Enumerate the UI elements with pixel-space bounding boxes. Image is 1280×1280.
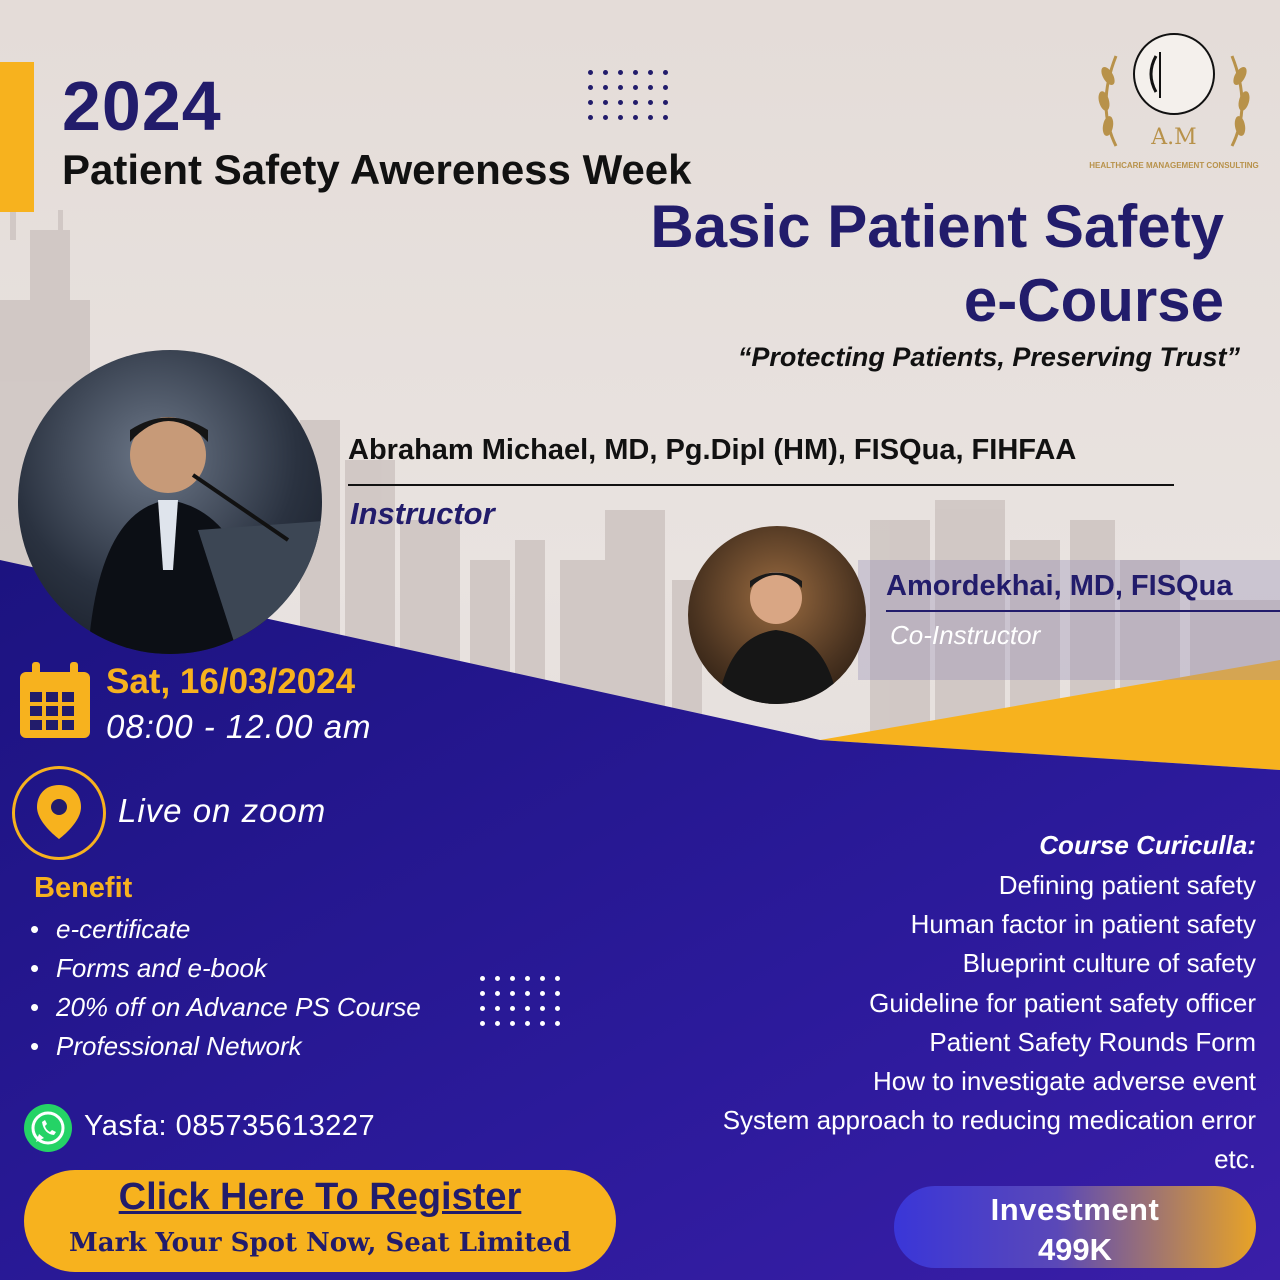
calendar-icon xyxy=(18,662,92,742)
decorative-dot-grid xyxy=(588,70,668,120)
course-title: Basic Patient Safety e-Course xyxy=(650,193,1224,334)
curriculum-item: Patient Safety Rounds Form xyxy=(929,1026,1256,1057)
curriculum-item: Guideline for patient safety officer xyxy=(869,987,1256,1018)
divider xyxy=(886,610,1280,612)
course-tagline: “Protecting Patients, Preserving Trust” xyxy=(737,342,1240,372)
curriculum-item: Defining patient safety xyxy=(998,870,1256,900)
benefit-item: • 20% off on Advance PS Course xyxy=(30,988,421,1027)
instructor-name: Abraham Michael, MD, Pg.Dipl (HM), FISQua, FIHFAA xyxy=(348,434,1077,466)
co-instructor-name: Amordekhai, MD, FISQua xyxy=(886,570,1233,602)
accent-bar xyxy=(0,62,34,212)
curriculum-item: Blueprint culture of safety xyxy=(962,948,1256,979)
contact-phone[interactable]: Yasfa: 085735613227 xyxy=(84,1110,376,1142)
logo-initials: A.M xyxy=(1151,125,1197,150)
event-location: Live on zoom xyxy=(118,792,327,829)
benefit-list xyxy=(30,910,421,1066)
event-title: Patient Safety Awereness Week xyxy=(62,146,692,193)
event-time: 08:00 - 12.00 am xyxy=(106,708,372,745)
instructor-photo xyxy=(18,350,322,654)
co-instructor-role: Co-Instructor xyxy=(890,620,1041,650)
am-consulting-logo xyxy=(1086,16,1262,186)
location-icon-ring xyxy=(12,766,106,860)
whatsapp-icon[interactable] xyxy=(24,1104,72,1152)
benefit-item: • e-certificate xyxy=(30,910,421,949)
divider xyxy=(348,484,1174,486)
investment-price: 499K xyxy=(1037,1232,1113,1267)
instructor-role: Instructor xyxy=(350,496,495,531)
benefit-item: • Forms and e-book xyxy=(30,949,421,988)
curriculum-item: How to investigate adverse event xyxy=(873,1066,1256,1097)
location-pin-icon xyxy=(15,769,103,857)
curriculum-item: etc. xyxy=(1214,1144,1256,1175)
benefit-heading: Benefit xyxy=(34,872,133,904)
event-date: Sat, 16/03/2024 xyxy=(106,662,356,701)
decorative-dot-grid xyxy=(480,976,560,1026)
curriculum-list xyxy=(723,866,1256,1180)
logo-org-text: HEALTHCARE MANAGEMENT CONSULTING xyxy=(1089,161,1259,170)
register-subtext: Mark Your Spot Now, Seat Limited xyxy=(68,1228,572,1258)
curriculum-heading: Course Curiculla: xyxy=(1039,830,1256,860)
investment-label: Investment xyxy=(990,1192,1160,1227)
co-instructor-photo xyxy=(688,526,866,704)
register-link[interactable]: Click Here To Register xyxy=(118,1176,522,1218)
event-year: 2024 xyxy=(62,67,222,145)
benefit-item: • Professional Network xyxy=(30,1027,421,1066)
curriculum-item: System approach to reducing medication error xyxy=(722,1105,1256,1136)
curriculum-item: Human factor in patient safety xyxy=(910,909,1256,940)
